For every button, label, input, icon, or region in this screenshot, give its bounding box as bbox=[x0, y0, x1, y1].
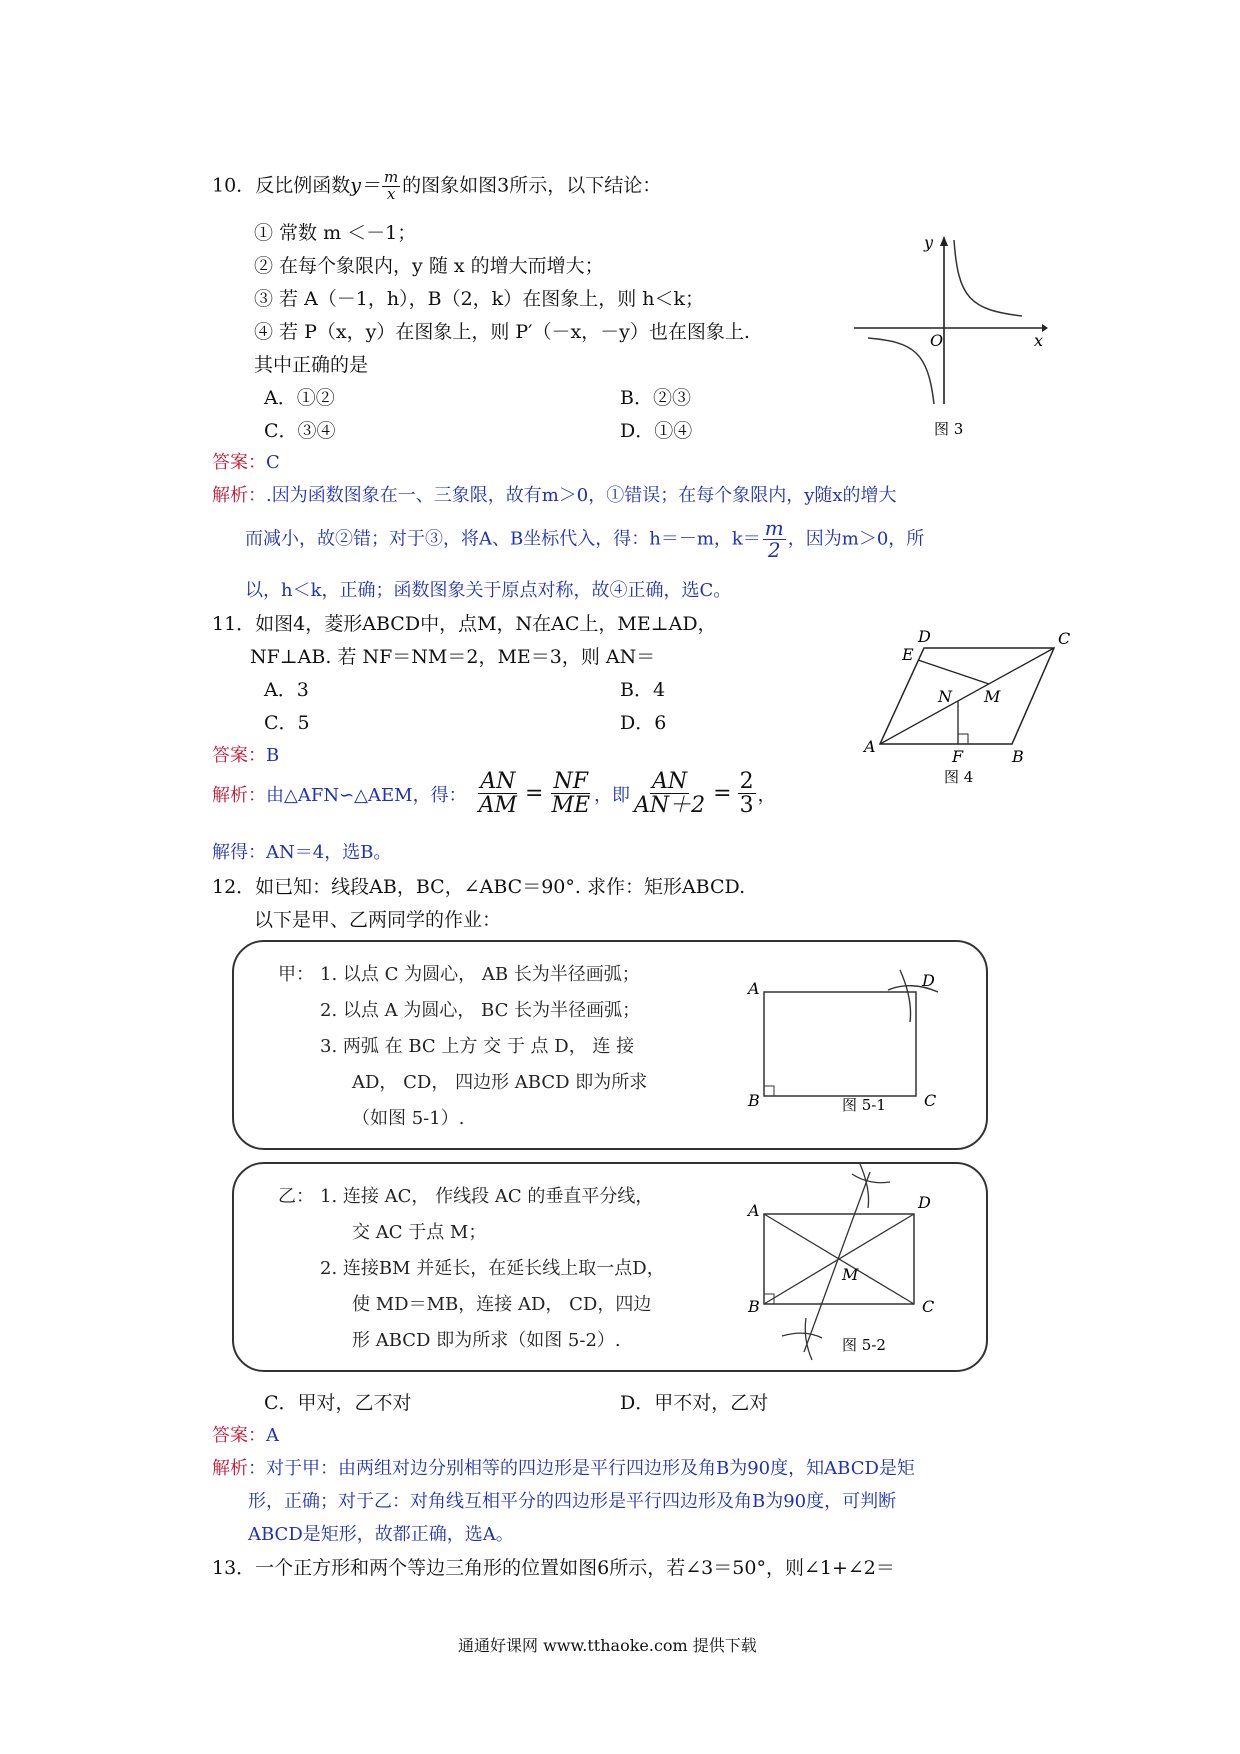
label-e: E bbox=[902, 645, 914, 664]
q10-option-a: A．①② bbox=[264, 387, 335, 409]
yi-step-1-cont: 交 AC 于点 M； bbox=[352, 1222, 487, 1243]
q10-stem: 10．反比例函数y＝ $\frac{m}{x}$ 的图象如图3所示，以下结论： bbox=[212, 168, 662, 203]
q11-line-2: NF⊥AB. 若 NF＝NM＝2，ME＝3，则 AN＝ bbox=[250, 646, 656, 668]
label-f: F bbox=[952, 747, 964, 766]
figure-4-caption: 图 4 bbox=[944, 768, 974, 786]
label-d: D bbox=[918, 627, 931, 646]
label-d: D bbox=[922, 971, 935, 990]
segment-me bbox=[918, 660, 989, 684]
figure-5-2-caption: 图 5-2 bbox=[842, 1336, 886, 1354]
label-a: A bbox=[748, 979, 760, 998]
label-m: M bbox=[842, 1265, 859, 1284]
q10-item-4: ④ 若 P（x，y）在图象上，则 P′（－x，－y）也在图象上. bbox=[254, 321, 750, 343]
right-angle-f bbox=[958, 734, 968, 744]
label-d: D bbox=[918, 1193, 931, 1212]
jia-step-1: 1. 以点 C 为圆心， AB 长为半径画弧； bbox=[320, 964, 640, 985]
yi-step-1: 1. 连接 AC， 作线段 AC 的垂直平分线， bbox=[320, 1186, 654, 1207]
figure-5-2 bbox=[742, 1164, 972, 1364]
q10-analysis-line-2: 而减小，故②错；对于③，将A、B坐标代入，得：h＝－m，k＝ $\frac{m}{2}$ ，因为m＞0，所 bbox=[245, 516, 925, 562]
label-c: C bbox=[924, 1091, 937, 1110]
figure-3 bbox=[850, 228, 1050, 448]
q11-option-a: A．3 bbox=[264, 679, 309, 701]
q11-analysis: 解析： 由△AFN∽△AEM，得： $\frac{AN}{AM}$ = $\frac{NF}{ME}$ ，即 $\frac{AN}{AN+2}$ = $\frac{2}{3}$ ， bbox=[212, 769, 776, 819]
q12-analysis-line-3: ABCD是矩形，故都正确，选A。 bbox=[248, 1524, 514, 1545]
q10-option-b: B．②③ bbox=[620, 387, 691, 409]
arc-bottom-1 bbox=[782, 1333, 822, 1338]
jia-step-2: 2. 以点 A 为圆心， BC 长为半径画弧； bbox=[320, 1000, 641, 1021]
q11-line-1: 11．如图4，菱形ABCD中，点M，N在AC上，ME⊥AD， bbox=[212, 613, 717, 635]
q10-item-3: ③ 若 A（－1，h），B（2，k）在图象上，则 h＜k； bbox=[254, 288, 704, 310]
q12-analysis-line-2: 形，正确；对于乙：对角线互相平分的四边形是平行四边形及角B为90度，可判断 bbox=[248, 1491, 897, 1512]
q10-analysis-line-3: 以，h＜k，正确；函数图象关于原点对称，故④正确，选C。 bbox=[245, 580, 732, 601]
q11-solve: 解得：AN＝4，选B。 bbox=[212, 842, 392, 863]
q12-line-1: 12．如已知：线段AB，BC，∠ABC＝90°. 求作：矩形ABCD. bbox=[212, 876, 746, 898]
figure-3-caption: 图 3 bbox=[934, 420, 964, 438]
right-angle-b bbox=[764, 1086, 774, 1096]
q13-line-1: 13．一个正方形和两个等边三角形的位置如图6所示，若∠3＝50°，则∠1+∠2＝ bbox=[212, 1557, 895, 1579]
figure-4 bbox=[860, 620, 1080, 790]
q10-answer: 答案：C bbox=[212, 452, 280, 473]
q11-answer: 答案：B bbox=[212, 745, 280, 766]
origin-label: O bbox=[930, 331, 944, 350]
q11-option-d: D．6 bbox=[620, 712, 667, 734]
jia-step-3-cont: AD， CD， 四边形 ABCD 即为所求 bbox=[352, 1072, 648, 1093]
q10-option-d: D．①④ bbox=[620, 420, 693, 442]
label-c: C bbox=[1058, 629, 1071, 648]
label-m: M bbox=[984, 687, 1001, 706]
hyperbola-branch-1 bbox=[954, 240, 1022, 316]
label-n: N bbox=[938, 687, 952, 706]
yi-step-2: 2. 连接BM 并延长，在延长线上取一点D， bbox=[320, 1258, 665, 1279]
q11-option-c: C．5 bbox=[264, 712, 310, 734]
q12-analysis-line-1: 解析：对于甲：由两组对边分别相等的四边形是平行四边形及角B为90度，知ABCD是矩 bbox=[212, 1458, 915, 1479]
q10-analysis-line-1: 解析：.因为函数图象在一、三象限，故有m＞0，①错误；在每个象限内，y随x的增大 bbox=[212, 485, 897, 506]
figure-5-1-caption: 图 5-1 bbox=[842, 1096, 886, 1114]
jia-step-3-end: （如图 5-1）. bbox=[352, 1108, 465, 1129]
jia-label: 甲： bbox=[278, 964, 314, 985]
label-b: B bbox=[1012, 747, 1024, 766]
label-b: B bbox=[748, 1297, 760, 1316]
q12-option-c: C．甲对，乙不对 bbox=[264, 1392, 412, 1414]
q12-line-2: 以下是甲、乙两同学的作业： bbox=[254, 909, 502, 931]
q10-option-c: C．③④ bbox=[264, 420, 336, 442]
perpendicular-bisector bbox=[804, 1172, 870, 1352]
label-c: C bbox=[922, 1297, 935, 1316]
x-label: x bbox=[1034, 331, 1044, 350]
yi-step-2-end: 形 ABCD 即为所求（如图 5-2）. bbox=[352, 1330, 621, 1351]
q12-answer: 答案：A bbox=[212, 1425, 279, 1446]
label-a: A bbox=[748, 1201, 760, 1220]
hyperbola-branch-2 bbox=[868, 338, 934, 404]
yi-step-2-cont: 使 MD＝MB，连接 AD， CD，四边 bbox=[352, 1294, 652, 1315]
label-b: B bbox=[748, 1091, 760, 1110]
q10-prompt: 其中正确的是 bbox=[254, 354, 369, 376]
label-a: A bbox=[864, 737, 876, 756]
q11-option-b: B．4 bbox=[620, 679, 666, 701]
q12-option-d: D．甲不对，乙对 bbox=[620, 1392, 769, 1414]
rectangle-abcd bbox=[764, 992, 916, 1096]
jia-step-3: 3. 两弧 在 BC 上方 交 于 点 D， 连 接 bbox=[320, 1036, 635, 1057]
q10-fraction: $\frac{m}{x}$ bbox=[383, 168, 399, 203]
footer-text: 通通好课网 www.tthaoke.com 提供下载 bbox=[458, 1636, 757, 1655]
y-axis-arrow bbox=[940, 236, 948, 246]
y-label: y bbox=[924, 233, 934, 252]
yi-label: 乙： bbox=[278, 1186, 314, 1207]
arc-from-c bbox=[900, 970, 911, 1022]
arc-top-1 bbox=[852, 1174, 890, 1183]
q10-item-2: ② 在每个象限内，y 随 x 的增大而增大； bbox=[254, 255, 604, 277]
q10-item-1: ① 常数 m ＜－1； bbox=[254, 222, 417, 244]
figure-5-1 bbox=[742, 960, 972, 1130]
